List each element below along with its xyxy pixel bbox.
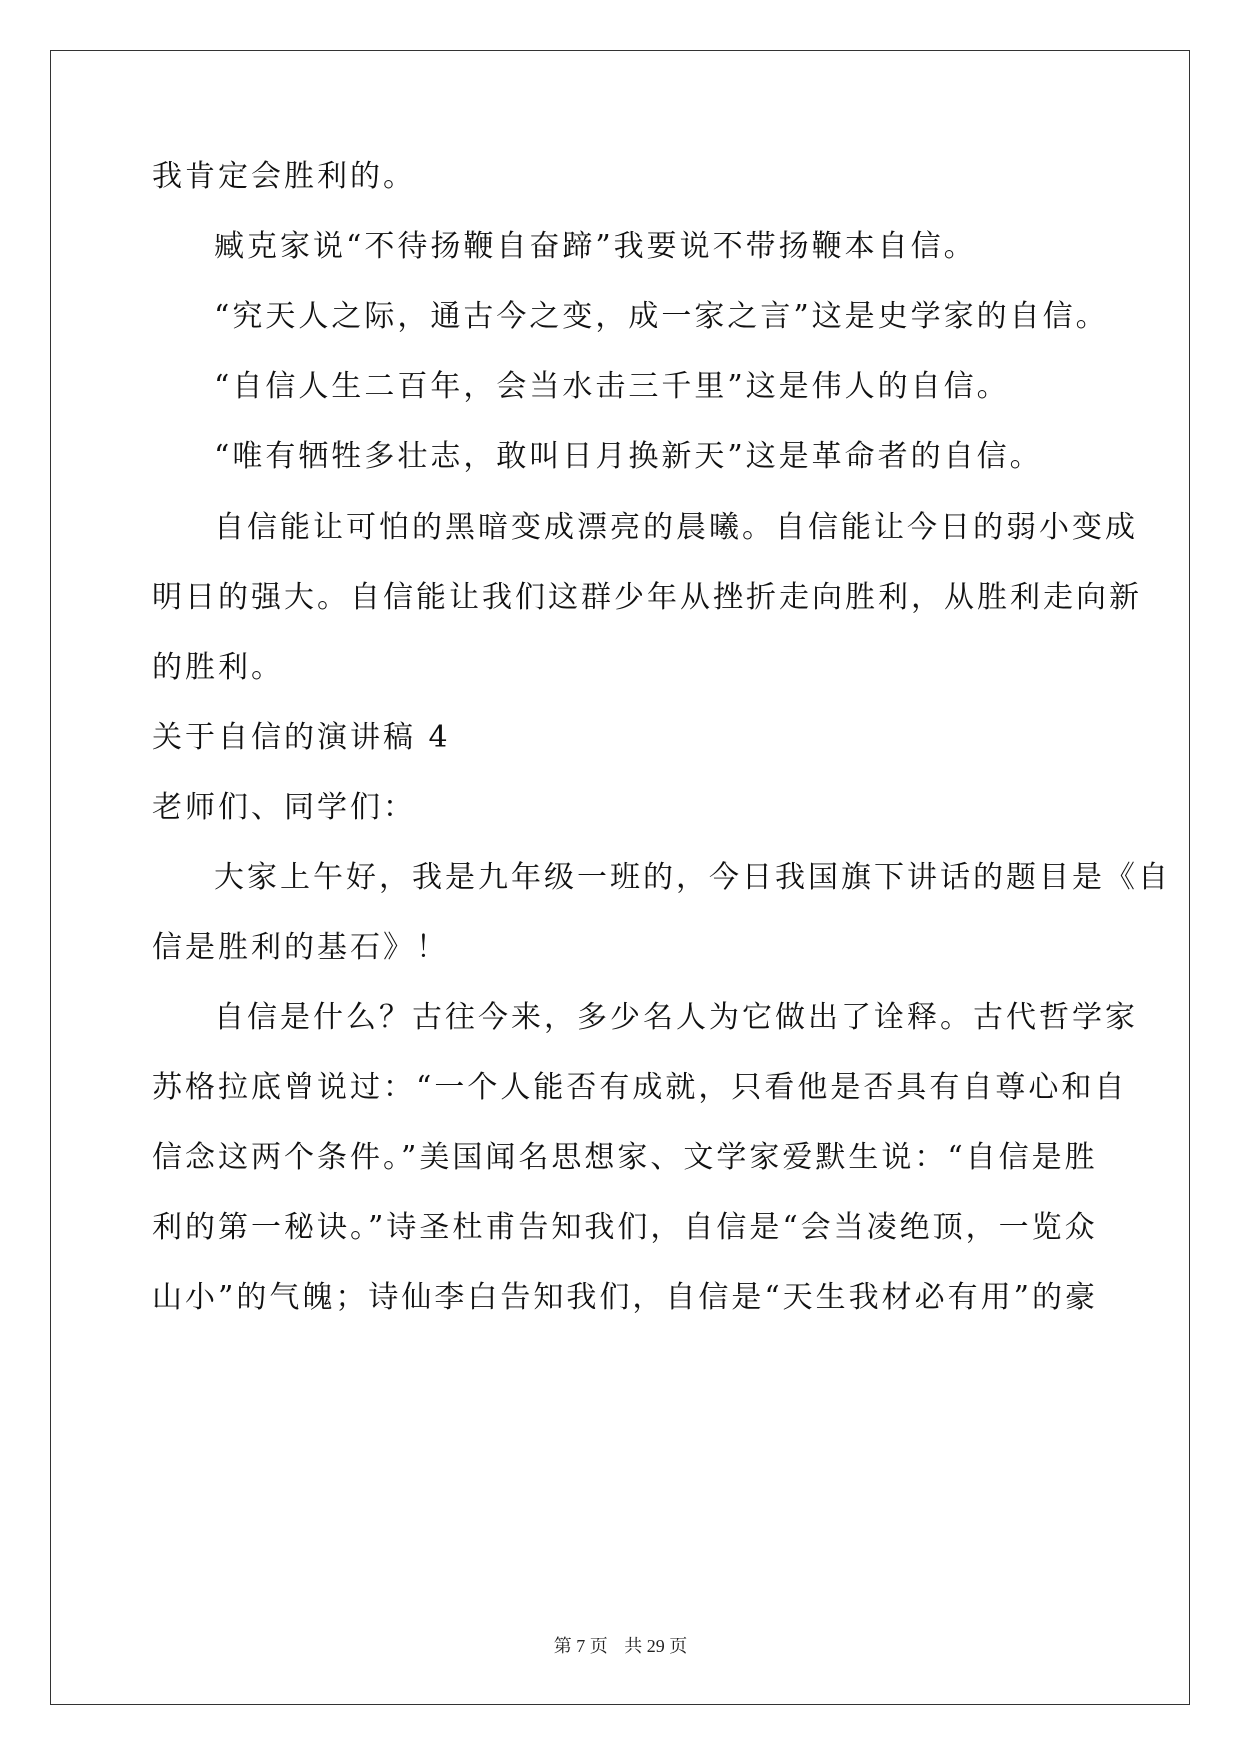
text-line-6: 自信能让可怕的黑暗变成漂亮的晨曦。自信能让今日的弱小变成 (214, 510, 1138, 545)
text-line-11: 大家上午好，我是九年级一班的，今日我国旗下讲话的题目是《自 (214, 860, 1171, 895)
text-line-13: 自信是什么？古往今来，多少名人为它做出了诠释。古代哲学家 (214, 1000, 1138, 1035)
text-line-8: 的胜利。 (152, 650, 284, 685)
text-line-2: 臧克家说“不待扬鞭自奋蹄”我要说不带扬鞭本自信。 (214, 229, 977, 264)
page-number: 第 7 页 (553, 1636, 608, 1656)
text-line-14: 苏格拉底曾说过：“一个人能否有成就，只看他是否具有自尊心和自 (152, 1070, 1128, 1105)
text-line-15: 信念这两个条件。”美国闻名思想家、文学家爱默生说：“自信是胜 (152, 1140, 1098, 1175)
text-line-5: “唯有牺牲多壮志，敢叫日月换新天”这是革命者的自信。 (214, 439, 1043, 474)
text-line-7: 明日的强大。自信能让我们这群少年从挫折走向胜利，从胜利走向新 (152, 580, 1142, 615)
page-total: 共 29 页 (624, 1636, 688, 1656)
text-line-4: “自信人生二百年，会当水击三千里”这是伟人的自信。 (214, 369, 1010, 404)
text-line-16: 利的第一秘诀。”诗圣杜甫告知我们，自信是“会当凌绝顶，一览众 (152, 1210, 1098, 1245)
text-line-3: “究天人之际，通古今之变，成一家之言”这是史学家的自信。 (214, 299, 1109, 334)
text-line-1: 我肯定会胜利的。 (152, 159, 416, 194)
section-heading: 关于自信的演讲稿 4 (152, 720, 451, 755)
text-line-12: 信是胜利的基石》！ (152, 930, 449, 965)
page-footer (0, 1632, 1241, 1658)
text-line-17: 山小”的气魄；诗仙李白告知我们，自信是“天生我材必有用”的豪 (152, 1280, 1099, 1315)
salutation: 老师们、同学们： (152, 790, 416, 825)
